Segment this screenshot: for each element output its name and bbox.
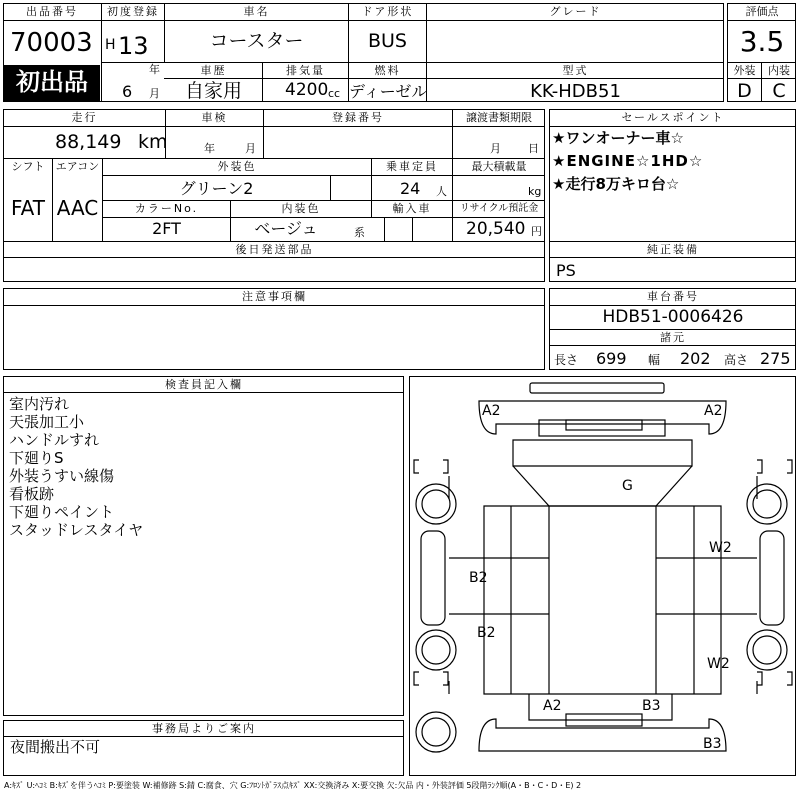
- capacity: 24: [400, 179, 421, 198]
- sales-point-2: ★ENGINE☆1HD☆: [552, 152, 704, 170]
- deadline-month-unit: 月: [490, 142, 501, 155]
- exterior-grade: D: [737, 80, 752, 102]
- mark-left-rear: B2: [477, 625, 496, 641]
- inspector-line: 天張加工小: [9, 413, 85, 431]
- capacity-label: 乗車定員: [386, 160, 438, 173]
- mark-roof: G: [622, 478, 633, 494]
- interior-color: ベージュ: [254, 219, 318, 238]
- inspector-line: ハンドルすれ: [9, 431, 100, 449]
- inspector-line: 室内汚れ: [9, 395, 70, 413]
- mileage-unit: km: [138, 131, 168, 153]
- ac: AAC: [56, 196, 99, 220]
- inspection-year-unit: 年: [204, 142, 215, 155]
- import-label: 輸入車: [392, 202, 432, 215]
- color: グリーン2: [179, 179, 254, 198]
- shift: FAT: [10, 196, 45, 220]
- recycle-unit: 円: [531, 225, 542, 238]
- length-label: 長さ: [554, 353, 579, 367]
- door: BUS: [367, 30, 407, 52]
- ac-label: エアコン: [55, 160, 100, 173]
- fuel: ディーゼル: [349, 82, 428, 101]
- displacement-unit: cc: [328, 87, 341, 100]
- inspector-line: スタッドレスタイヤ: [9, 521, 144, 539]
- interior-color-label: 内装色: [281, 202, 321, 215]
- year: 13: [118, 32, 149, 60]
- vehicle-diagram: [409, 376, 796, 776]
- color-no-label: カラーNo.: [134, 202, 199, 215]
- month: 6: [122, 82, 133, 101]
- displacement: 4200: [285, 80, 329, 100]
- sales-points-label: セールスポイント: [621, 111, 725, 124]
- mark-rear-right: B3: [642, 698, 661, 714]
- recycle: 20,540: [466, 219, 526, 239]
- equipment-label: 純正装備: [647, 243, 699, 256]
- chassis-label: 車台番号: [647, 290, 699, 303]
- length-value: 699: [596, 349, 627, 368]
- inspector-lines: [9, 395, 143, 539]
- chassis-value: HDB51-0006426: [602, 307, 744, 327]
- inspector-label: 検査員記入欄: [165, 378, 243, 391]
- history: 自家用: [184, 80, 242, 102]
- capacity-unit: 人: [436, 185, 447, 198]
- month-unit: 月: [149, 87, 160, 100]
- first-reg-label: 初度登録: [107, 5, 159, 18]
- deadline-label: 譲渡書類期限: [466, 111, 532, 124]
- inspector-line: 下廻りペイント: [9, 503, 115, 521]
- mark-left-side: B2: [469, 570, 488, 586]
- door-label: ドア形状: [361, 5, 414, 18]
- model-label: 型式: [562, 64, 589, 77]
- width-value: 202: [680, 349, 711, 368]
- reg-no-label: 登録番号: [332, 111, 384, 124]
- later-parts-label: 後日発送部品: [235, 243, 314, 256]
- mark-rear-bottom: B3: [703, 736, 722, 752]
- interior-grade: C: [772, 80, 786, 102]
- year-unit: 年: [149, 63, 160, 76]
- notes-label: 注意事項欄: [242, 290, 307, 303]
- score: 3.5: [739, 25, 785, 58]
- mark-front-left: A2: [482, 403, 501, 419]
- displacement-label: 排気量: [286, 64, 325, 77]
- equipment-value: PS: [556, 261, 576, 280]
- mileage-label: 走行: [71, 111, 98, 124]
- inspector-line: 下廻りS: [9, 449, 64, 467]
- office-label: 事務局よりご案内: [152, 722, 256, 735]
- height-label: 高さ: [724, 353, 749, 367]
- color-label: 外装色: [217, 160, 257, 173]
- deadline-day-unit: 日: [528, 142, 539, 155]
- history-label: 車歴: [200, 64, 227, 77]
- inspector-line: 看板跡: [9, 485, 55, 503]
- grade-label: グレード: [549, 5, 602, 18]
- fuel-label: 燃料: [374, 64, 401, 77]
- shift-label: シフト: [11, 160, 45, 173]
- inspection-label: 車検: [201, 111, 228, 124]
- inspector-line: 外装うすい線傷: [9, 467, 115, 485]
- height-value: 275: [760, 349, 791, 368]
- exterior-label: 外装: [733, 64, 756, 77]
- interior-color-unit: 系: [354, 226, 365, 239]
- lot-label: 出品番号: [26, 5, 78, 18]
- load-unit: kg: [528, 185, 542, 198]
- sales-point-3: ★走行8万キロ台☆: [552, 175, 680, 193]
- car-name: コースター: [209, 30, 304, 52]
- recycle-label: リサイクル預託金: [459, 203, 539, 214]
- width-label: 幅: [648, 353, 661, 367]
- sales-point-1: ★ワンオーナー車☆: [552, 129, 684, 147]
- model: KK-HDB51: [530, 81, 621, 102]
- mark-right-rear: W2: [707, 656, 730, 672]
- legend: A:ｷｽﾞ U:ﾍｺﾐ B:ｷｽﾞを伴うﾍｺﾐ P:要塗装 W:補修跡 S:錆 C:腐食、穴 G:ﾌﾛﾝﾄｶﾞﾗｽ点ｷｽﾞ XX:交換済み X:要交換 欠:欠品 内・外装評価 5段階ﾗﾝｸ順(A・B・C・D・E) 2: [4, 781, 582, 790]
- mark-front-right: A2: [704, 403, 723, 419]
- score-label: 評価点: [745, 5, 779, 18]
- car-name-label: 車名: [243, 5, 270, 18]
- load-label: 最大積載量: [471, 160, 527, 173]
- mark-right-side: W2: [709, 540, 732, 556]
- mark-rear-left: A2: [543, 698, 562, 714]
- inspection-month-unit: 月: [245, 142, 256, 155]
- interior-label: 内装: [768, 64, 790, 77]
- era: H: [105, 37, 116, 53]
- first-listing-label: 初出品: [16, 68, 88, 96]
- lot-number: 70003: [10, 28, 93, 58]
- dims-label: 諸元: [660, 331, 686, 344]
- color-no: 2FT: [152, 219, 181, 238]
- mileage: 88,149: [55, 131, 122, 153]
- office-value: 夜間搬出不可: [10, 738, 101, 756]
